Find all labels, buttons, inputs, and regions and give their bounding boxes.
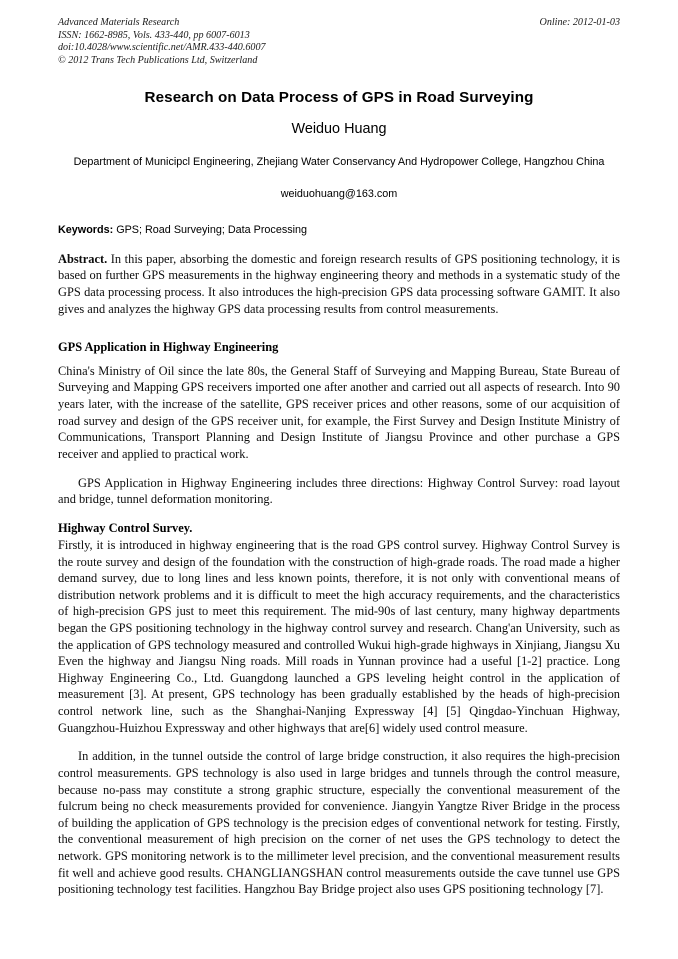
online-publication-date: Online: 2012-01-03 (539, 17, 620, 28)
keywords-line (58, 223, 620, 238)
page-title: Research on Data Process of GPS in Road Surveying (144, 89, 534, 107)
abstract-label: Abstract. (58, 251, 108, 266)
section-paragraph: China's Ministry of Oil since the late 80s, the General Staff of Surveying and Mapping Bureau, State Bureau of Surveying and Mapping GPS receivers imported one after another and carried out all aspects of research. Into 90 years later, with the increase of the satellite, GPS receiver prices and other reasons, some of our acquisition of road survey and design of the GPS receiver unit, for example, the First Survey and Design Institute Ministry of Communications, Transport Planning and Design Institute of Jiangsu Province and other purchase a GPS receiver and applied to practical work. (58, 363, 620, 461)
abstract-block (58, 251, 620, 317)
journal-issn-volume: ISSN: 1662-8985, Vols. 433-440, pp 6007-6013 (58, 29, 250, 41)
keywords-value: GPS; Road Surveying; Data Processing (116, 223, 308, 236)
subsection-heading-highway-control-survey: Highway Control Survey. (58, 521, 193, 536)
section-heading-gps-application: GPS Application in Highway Engineering (58, 340, 279, 355)
keywords-label: Keywords: (58, 223, 114, 236)
journal-header (58, 17, 620, 67)
section-paragraph: GPS Application in Highway Engineering includes three directions: Highway Control Survey: road layout and bridge, tunnel deformation monitoring. (58, 475, 620, 507)
journal-name: Advanced Materials Research (58, 17, 180, 28)
abstract-text: In this paper, absorbing the domestic and foreign research results of GPS positioning technology, it is based on further GPS measurements in the highway engineering theory and methods in a systematic study of the GPS data processing process. It also introduces the high-precision GPS data processing software GAMIT. It also gives and analyzes the highway GPS data processing results from control measurements. (58, 251, 620, 316)
subsection-paragraph: Firstly, it is introduced in highway engineering that is the road GPS control survey. Highway Control Survey is the route survey and design of the foundation with the construction of high-grade roads. The road made a higher demand survey, due to long lines and less known points, therefore, it is not only with conventional means of distribution network problems and it is difficult to meet the high accuracy requirements, and the characteristics of high-precision GPS just to meet this requirement. The mid-90s of last century, many highway departments began the GPS positioning technology in the highway control survey and research. Chang'an University, such as the application of GPS technology measured and controlled Wukui high-grade highways in Xinjiang, Jiangsu Xu Even the highway and Jiangsu Ning roads. Mill roads in Yunnan province had a useful [1-2] practice. Long Highway Engineering Co., Ltd. Guangdong launched a GPS leveling height control in the application of measurement [3]. At present, GPS technology has been gradually established by the heads of high-precision control network line, such as the Shanghai-Nanjing Expressway [4] [5] Qingdao-Yinchuan Highway, Guangzhou-Huizhou Expressway and other highways that are[6] widely used control measure. (58, 537, 620, 735)
journal-copyright: © 2012 Trans Tech Publications Ltd, Switzerland (58, 54, 258, 66)
author-name: Weiduo Huang (291, 121, 387, 138)
author-email: weiduohuang@163.com (280, 187, 398, 200)
author-affiliation: Department of Municipcl Engineering, Zhejiang Water Conservancy And Hydropower College, Hangzhou China (73, 156, 605, 169)
journal-doi: doi:10.4028/www.scientific.net/AMR.433-440.6007 (58, 42, 266, 54)
subsection-paragraph: In addition, in the tunnel outside the control of large bridge construction, it also requires the high-precision control measurements. GPS technology is also used in large bridges and tunnels through the control measure, because no-pass may constitute a strong graphic structure, especially the conventional measurement of the fulcrum being no check measurements provided for convenience. Jiangyin Yangtze River Bridge in the process of building the application of GPS technology is the precision edges of conventional network for testing. Firstly, the conventional measurement of high precision on the corner of net uses the GPS technology to detect the network. GPS monitoring network is to the millimeter level precision, and the conventional measurement results fit well and achieve good results. CHANGLIANGSHAN control measurements outside the cave tunnel use GPS positioning technology test facilities. Hangzhou Bay Bridge project also uses GPS positioning technology [7]. (58, 749, 620, 897)
